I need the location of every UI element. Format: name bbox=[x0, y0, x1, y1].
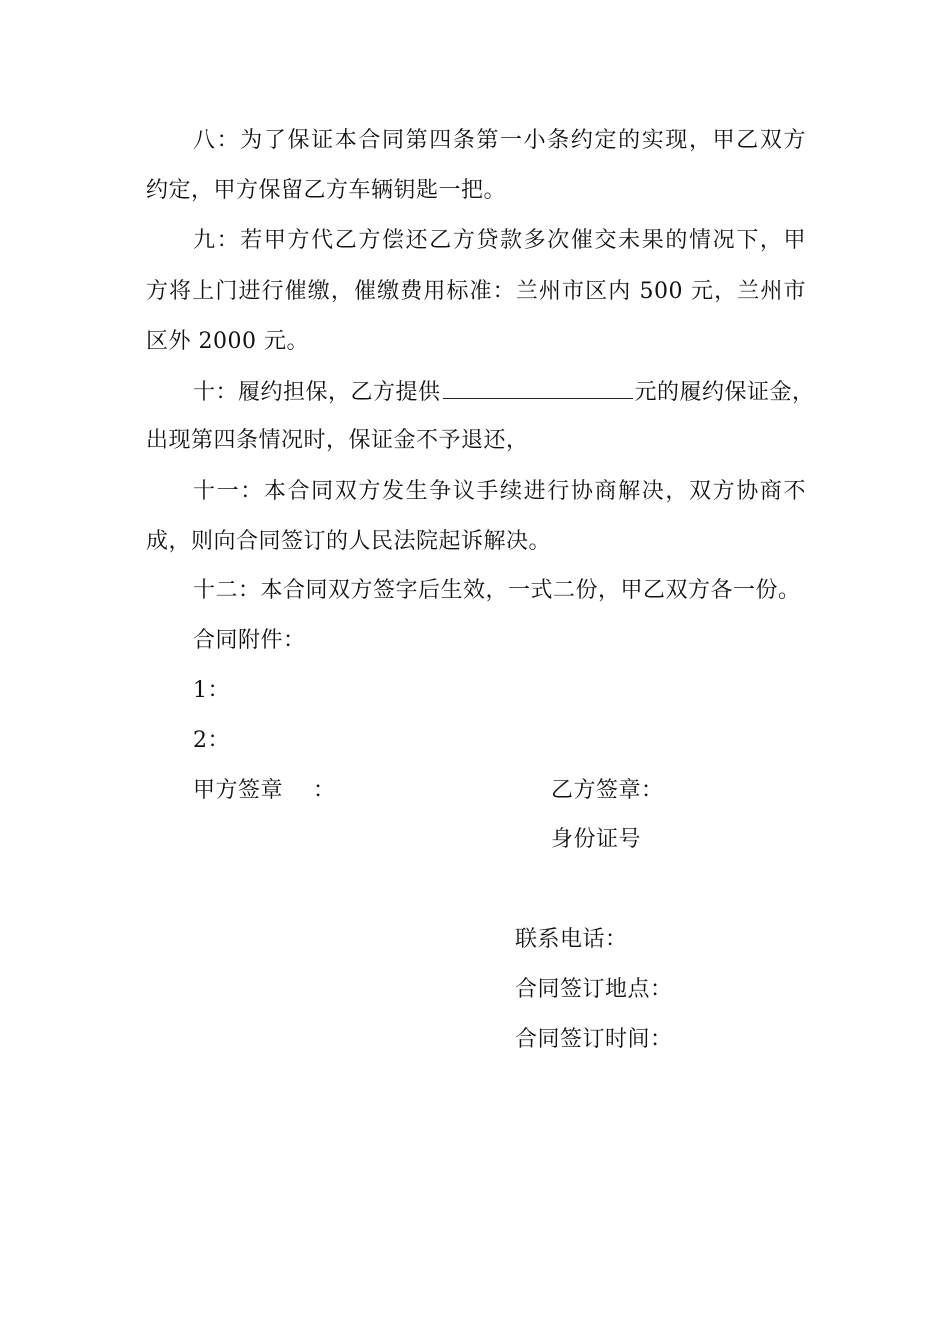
attachment-item-2: 2： bbox=[193, 728, 230, 753]
clause-10-line-2: 出现第四条情况时，保证金不予退还， bbox=[146, 428, 529, 453]
contact-phone-label: 联系电话： bbox=[515, 927, 628, 952]
signing-place-label: 合同签订地点： bbox=[515, 977, 673, 1002]
clause-10-text-before: 十：履约担保，乙方提供 bbox=[193, 380, 441, 405]
party-b-signature-label: 乙方签章： bbox=[551, 778, 664, 803]
clause-11-line-1: 十一：本合同双方发生争议手续进行协商解决，双方协商不 bbox=[193, 479, 806, 504]
id-number-label: 身份证号 bbox=[551, 827, 642, 852]
attachment-item-1: 1： bbox=[193, 678, 230, 703]
clause-9-line-1: 九：若甲方代乙方偿还乙方贷款多次催交未果的情况下，甲 bbox=[193, 228, 806, 253]
party-a-signature-label: 甲方签章 ： bbox=[193, 778, 336, 803]
attachments-heading: 合同附件： bbox=[193, 628, 306, 653]
deposit-amount-blank bbox=[443, 376, 633, 399]
clause-8-line-2: 约定，甲方保留乙方车辆钥匙一把。 bbox=[146, 178, 507, 203]
clause-12-line-1: 十二：本合同双方签字后生效，一式二份，甲乙双方各一份。 bbox=[193, 578, 801, 603]
clause-9-line-2: 方将上门进行催缴，催缴费用标准：兰州市区内 500 元，兰州市 bbox=[146, 279, 806, 304]
clause-10-line-1 bbox=[193, 376, 815, 408]
clause-9-line-3: 区外 2000 元。 bbox=[146, 329, 309, 354]
clause-11-line-2: 成，则向合同签订的人民法院起诉解决。 bbox=[146, 529, 552, 554]
signing-time-label: 合同签订时间： bbox=[515, 1027, 673, 1052]
clause-8-line-1: 八：为了保证本合同第四条第一小条约定的实现，甲乙双方 bbox=[193, 128, 806, 153]
clause-10-text-after: 元的履约保证金， bbox=[634, 380, 815, 405]
